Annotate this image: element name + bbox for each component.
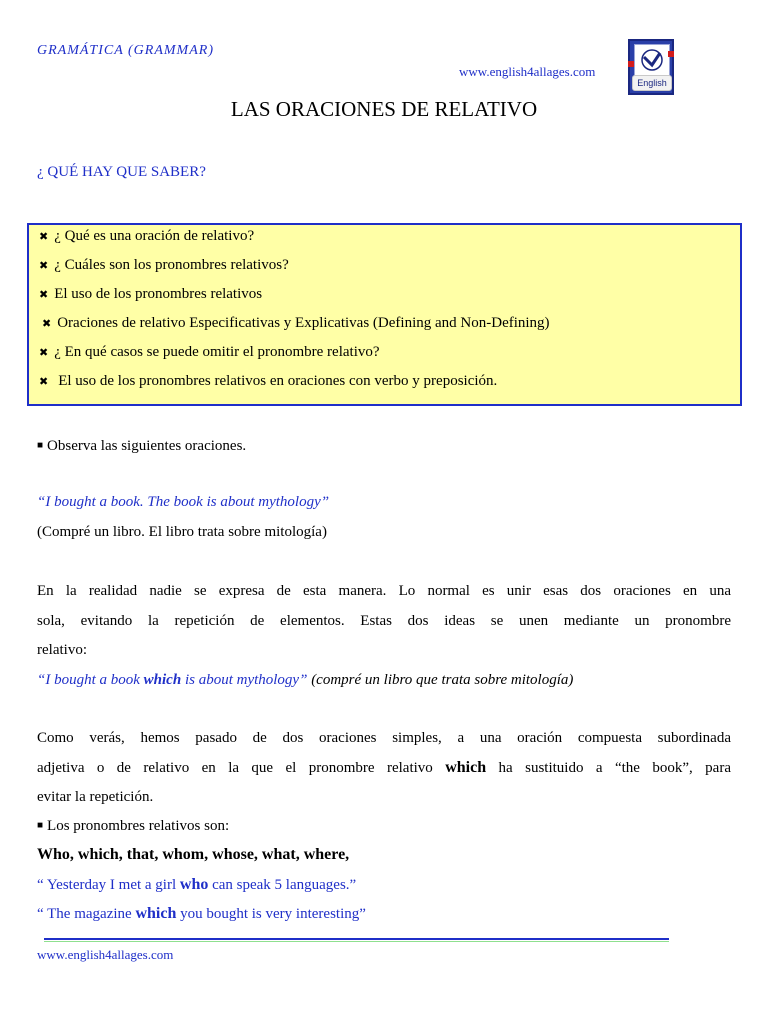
document-title: LAS ORACIONES DE RELATIVO (230, 97, 538, 121)
paragraph-2-line: evitar la repetición. (37, 789, 154, 805)
cross-mark-icon: ✖ (39, 288, 49, 301)
footer-divider (44, 941, 669, 942)
topic-item: ✖ El uso de los pronombres relativos en oraciones con verbo y preposición. (39, 373, 498, 389)
observe-line: ■ Observa las siguientes oraciones. (37, 438, 247, 454)
footer-divider (44, 938, 669, 940)
paragraph-1-line: En la realidad nadie se expresa de esta manera. Lo normal es unir esas dos oraciones en una (37, 583, 731, 599)
header-url[interactable]: www.english4allages.com (459, 64, 596, 79)
logo-accent (668, 51, 674, 57)
paragraph-1-line: relativo: (37, 642, 87, 658)
topic-item: ✖ ¿ Qué es una oración de relativo? (39, 228, 255, 244)
logo-accent (628, 61, 634, 67)
header-title: GRAMÁTICA (GRAMMAR) (37, 43, 214, 58)
pronouns-list: Who, which, that, whom, whose, what, where, (37, 846, 350, 863)
section-heading: ¿ QUÉ HAY QUE SABER? (37, 164, 206, 180)
english-logo-icon (628, 39, 674, 95)
square-bullet-icon: ■ (37, 440, 44, 451)
square-bullet-icon: ■ (37, 820, 44, 831)
relative-pronoun: who (179, 876, 209, 893)
cross-mark-icon: ✖ (39, 375, 49, 388)
topic-item: ✖ El uso de los pronombres relativos (39, 286, 263, 302)
topics-box (27, 223, 742, 406)
example-1-english: “I bought a book. The book is about mythology” (37, 494, 330, 510)
topic-item: ✖ Oraciones de relativo Especificativas y Explicativas (Defining and Non-Defining) (42, 315, 550, 331)
logo-label: English (632, 75, 672, 91)
paragraph-2-line: Como verás, hemos pasado de dos oraciones simples, a una oración compuesta subordinada (37, 730, 731, 746)
example-4: “ The magazine which you bought is very interesting” (37, 905, 366, 922)
example-3: “ Yesterday I met a girl who can speak 5 languages.” (37, 876, 357, 893)
paragraph-1-line: sola, evitando la repetición de elementos. Estas dos ideas se unen mediante un pronombre (37, 613, 731, 629)
example-2: “I bought a book which is about mythology” (compré un libro que trata sobre mitología) (37, 672, 574, 688)
relative-pronoun: which (143, 672, 182, 688)
example-1-spanish: (Compré un libro. El libro trata sobre mitología) (37, 524, 327, 540)
pronouns-intro: ■ Los pronombres relativos son: (37, 818, 230, 834)
topic-item: ✖ ¿ En qué casos se puede omitir el pronombre relativo? (39, 344, 380, 360)
cross-mark-icon: ✖ (39, 346, 49, 359)
cross-mark-icon: ✖ (42, 317, 52, 330)
relative-pronoun: which (135, 905, 177, 922)
paragraph-2-line: adjetiva o de relativo en la que el pronombre relativo which ha sustituido a “the book”, para (37, 759, 731, 776)
relative-pronoun: which (445, 759, 487, 776)
cross-mark-icon: ✖ (39, 230, 49, 243)
footer-url[interactable]: www.english4allages.com (37, 947, 174, 962)
cross-mark-icon: ✖ (39, 259, 49, 272)
topic-item: ✖ ¿ Cuáles son los pronombres relativos? (39, 257, 289, 273)
